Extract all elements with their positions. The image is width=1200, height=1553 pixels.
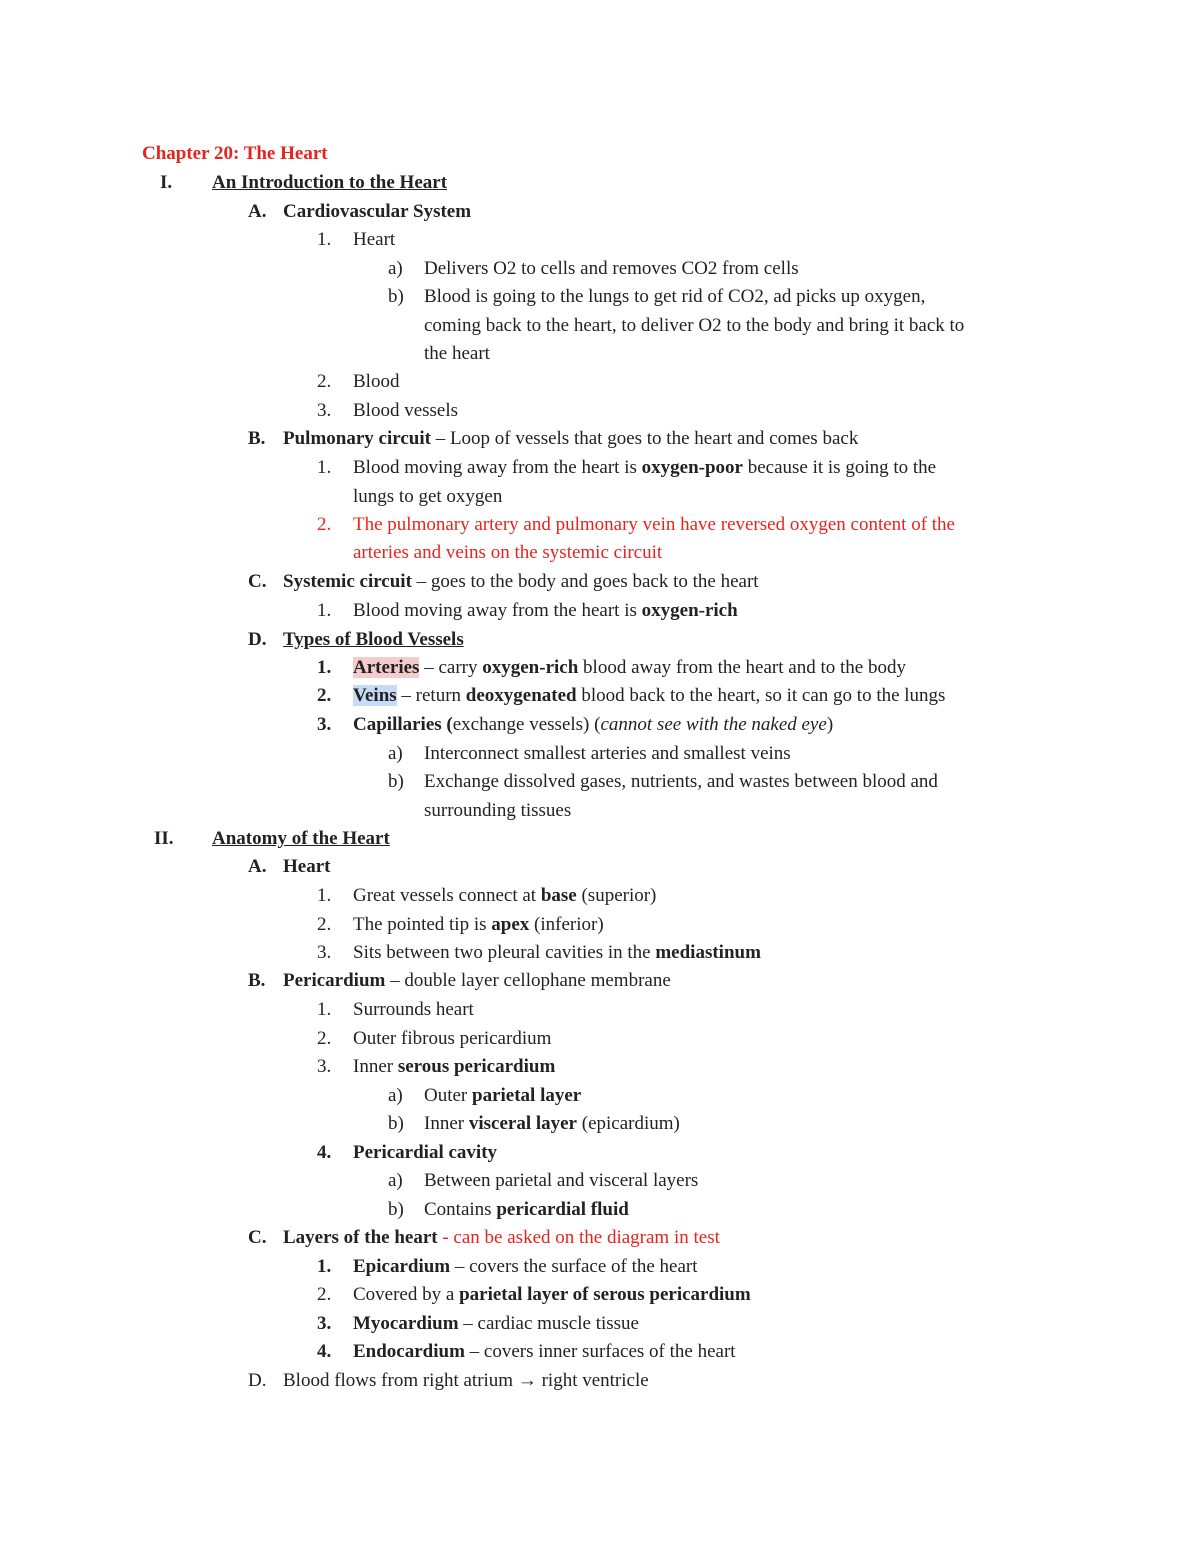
test-note: - can be asked on the diagram in test xyxy=(437,1227,720,1248)
list-item-label: 1. xyxy=(317,657,332,678)
list-item-text xyxy=(353,454,936,482)
term: oxygen-poor xyxy=(641,457,743,478)
list-item-text xyxy=(353,911,604,939)
text-run: (epicardium) xyxy=(577,1113,680,1134)
term: oxygen-rich xyxy=(641,600,738,621)
text-run: Outer xyxy=(424,1085,473,1106)
term: mediastinum xyxy=(655,942,761,963)
term: Endocardium xyxy=(353,1341,465,1362)
s1-c-text xyxy=(283,568,759,596)
list-item-text: coming back to the heart, to deliver O2 to the body and bring it back to xyxy=(424,315,965,336)
term: oxygen-rich xyxy=(482,657,579,678)
s2-d-label: D. xyxy=(248,1370,267,1391)
s2-c-label: C. xyxy=(248,1227,267,1248)
text-run: Inner xyxy=(353,1056,398,1077)
list-item-label: 2. xyxy=(317,514,332,535)
section-2-heading: Anatomy of the Heart xyxy=(212,828,390,849)
s2-b-label: B. xyxy=(248,970,266,991)
list-item-label: 4. xyxy=(317,1142,332,1163)
text-run: Inner xyxy=(424,1113,469,1134)
definition: – Loop of vessels that goes to the heart and comes back xyxy=(430,428,859,449)
term: Systemic circuit xyxy=(283,571,412,592)
list-item-text: Exchange dissolved gases, nutrients, and wastes between blood and xyxy=(424,771,938,792)
list-item-text xyxy=(353,939,761,967)
list-item-label: 1. xyxy=(317,229,332,250)
list-item-text xyxy=(353,682,945,710)
list-item-label: b) xyxy=(388,771,404,792)
text-run: blood away from the heart and to the body xyxy=(578,657,906,678)
list-item-text: Pericardial cavity xyxy=(353,1142,498,1163)
list-item-label: a) xyxy=(388,1085,403,1106)
s1-d-heading: Types of Blood Vessels xyxy=(283,629,464,650)
term: parietal layer of serous pericardium xyxy=(459,1284,751,1305)
list-item-text: Outer fibrous pericardium xyxy=(353,1028,552,1049)
chapter-title: Chapter 20: The Heart xyxy=(142,143,328,164)
text-run: exchange vessels) ( xyxy=(452,714,601,735)
s1-b-text xyxy=(283,425,858,453)
list-item-text: Blood vessels xyxy=(353,400,459,421)
list-item-text xyxy=(353,711,833,739)
list-item-label: 3. xyxy=(317,942,332,963)
list-item-label: 2. xyxy=(317,1028,332,1049)
term: apex xyxy=(491,914,530,935)
s2-b-text xyxy=(283,967,671,995)
text-run: Blood moving away from the heart is xyxy=(353,457,642,478)
definition: – cardiac muscle tissue xyxy=(458,1313,639,1334)
list-item-text xyxy=(424,1082,581,1110)
list-item-text xyxy=(353,597,738,625)
list-item-text xyxy=(353,1253,698,1281)
definition: – covers inner surfaces of the heart xyxy=(464,1341,736,1362)
s1-b-label: B. xyxy=(248,428,266,449)
s2-c-text xyxy=(283,1224,720,1252)
text-run: Great vessels connect at xyxy=(353,885,541,906)
list-item-text: Delivers O2 to cells and removes CO2 from cells xyxy=(424,258,799,279)
section-1-number: I. xyxy=(160,172,173,193)
list-item-text xyxy=(424,1110,680,1138)
term: Capillaries xyxy=(353,714,442,735)
list-item-text: Between parietal and visceral layers xyxy=(424,1170,699,1191)
list-item-text xyxy=(353,1281,751,1309)
s2-d-text: Blood flows from right atrium → right ventricle xyxy=(283,1370,649,1391)
text-run: Covered by a xyxy=(353,1284,460,1305)
list-item-text: Heart xyxy=(353,229,396,250)
list-item-text: Interconnect smallest arteries and smallest veins xyxy=(424,743,791,764)
list-item-label: 3. xyxy=(317,1313,332,1334)
text-run: Contains xyxy=(424,1199,497,1220)
definition: – double layer cellophane membrane xyxy=(385,970,671,991)
highlighted-term: Arteries xyxy=(353,657,420,678)
list-item-label: b) xyxy=(388,1113,404,1134)
text-run: (superior) xyxy=(576,885,657,906)
text-run: blood back to the heart, so it can go to the lungs xyxy=(576,685,946,706)
term: deoxygenated xyxy=(465,685,577,706)
term: Pericardium xyxy=(283,970,386,991)
list-item-text: arteries and veins on the systemic circuit xyxy=(353,542,663,563)
list-item-text xyxy=(353,1338,736,1366)
list-item-label: b) xyxy=(388,1199,404,1220)
text-run: Sits between two pleural cavities in the xyxy=(353,942,656,963)
list-item-label: 1. xyxy=(317,457,332,478)
list-item-label: 3. xyxy=(317,714,332,735)
list-item-label: 2. xyxy=(317,685,332,706)
list-item-text xyxy=(424,1196,629,1224)
list-item-text: the heart xyxy=(424,343,490,364)
list-item-text: lungs to get oxygen xyxy=(353,486,503,507)
list-item-label: 1. xyxy=(317,600,332,621)
text-run: The pointed tip is xyxy=(353,914,492,935)
s1-d-label: D. xyxy=(248,629,267,650)
list-item-label: 2. xyxy=(317,1284,332,1305)
section-1-heading: An Introduction to the Heart xyxy=(212,172,448,193)
term: Myocardium xyxy=(353,1313,459,1334)
list-item-label: 1. xyxy=(317,999,332,1020)
list-item-text xyxy=(353,1310,639,1338)
highlighted-term: Veins xyxy=(353,685,397,706)
list-item-text: Blood xyxy=(353,371,400,392)
list-item-label: 2. xyxy=(317,371,332,392)
term: serous pericardium xyxy=(397,1056,556,1077)
term: visceral layer xyxy=(468,1113,577,1134)
list-item-label: 2. xyxy=(317,914,332,935)
term: base xyxy=(540,885,577,906)
text-run: ) xyxy=(826,714,834,735)
list-item-text xyxy=(353,1053,555,1081)
term: pericardial fluid xyxy=(496,1199,629,1220)
term: Layers of the heart xyxy=(283,1227,438,1248)
term: Pulmonary circuit xyxy=(283,428,431,449)
text-run: – return xyxy=(396,685,466,706)
list-item-text: Surrounds heart xyxy=(353,999,474,1020)
list-item-text xyxy=(353,882,656,910)
s2-a-label: A. xyxy=(248,856,267,877)
list-item-label: 1. xyxy=(317,885,332,906)
italic-note: cannot see with the naked eye xyxy=(600,714,827,735)
list-item-text: The pulmonary artery and pulmonary vein have reversed oxygen content of the xyxy=(353,514,955,535)
definition: – covers the surface of the heart xyxy=(450,1256,698,1277)
s1-a-heading: Cardiovascular System xyxy=(283,201,472,222)
text-run: because it is going to the xyxy=(742,457,937,478)
list-item-label: b) xyxy=(388,286,404,307)
list-item-label: a) xyxy=(388,743,403,764)
term: parietal layer xyxy=(472,1085,582,1106)
text-run: (inferior) xyxy=(529,914,604,935)
list-item-label: a) xyxy=(388,258,403,279)
section-2-number: II. xyxy=(154,828,174,849)
term: Epicardium xyxy=(353,1256,451,1277)
list-item-text: surrounding tissues xyxy=(424,800,572,821)
list-item-text: Blood is going to the lungs to get rid of CO2, ad picks up oxygen, xyxy=(424,286,926,307)
s2-a-heading: Heart xyxy=(283,856,331,877)
list-item-label: 3. xyxy=(317,1056,332,1077)
list-item-label: 3. xyxy=(317,400,332,421)
list-item-label: 4. xyxy=(317,1341,332,1362)
definition: – goes to the body and goes back to the heart xyxy=(411,571,759,592)
list-item-label: 1. xyxy=(317,1256,332,1277)
text-run: Blood moving away from the heart is xyxy=(353,600,642,621)
s1-a-label: A. xyxy=(248,201,267,222)
text-run: – carry xyxy=(419,657,483,678)
list-item-label: a) xyxy=(388,1170,403,1191)
s1-c-label: C. xyxy=(248,571,267,592)
list-item-text xyxy=(353,654,906,682)
text-run: ( xyxy=(441,714,453,735)
